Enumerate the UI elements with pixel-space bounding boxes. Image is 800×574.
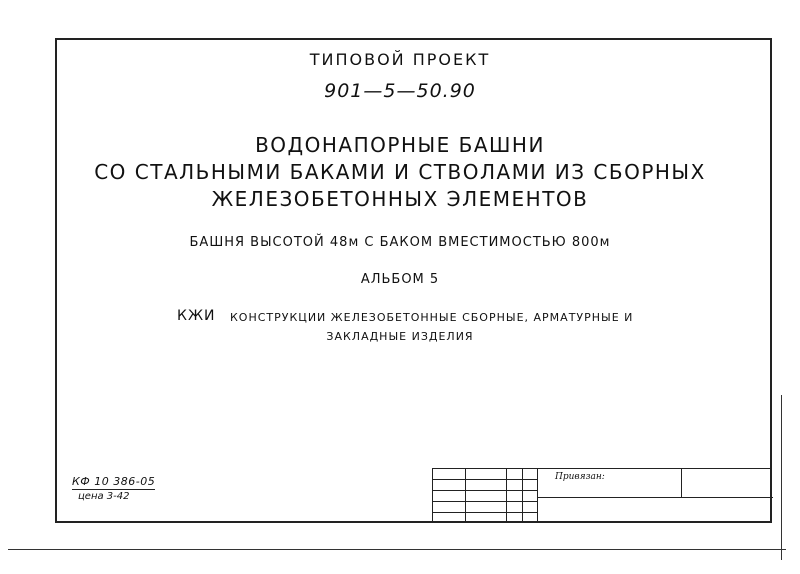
stamp-price: цена 3-42: [78, 491, 130, 502]
title-line-3: ЖЕЛЕЗОБЕТОННЫХ ЭЛЕМЕНТОВ: [211, 187, 589, 211]
table-column-rule: [522, 469, 523, 523]
title-line-1: ВОДОНАПОРНЫЕ БАШНИ: [255, 133, 545, 157]
title-line-2: СО СТАЛЬНЫМИ БАКАМИ И СТВОЛАМИ ИЗ СБОРНЫХ: [94, 160, 706, 184]
tower-description: БАШНЯ ВЫСОТОЙ 48м С БАКОМ ВМЕСТИМОСТЬЮ 800м: [189, 235, 611, 250]
sheet-right-edge-line: [781, 395, 782, 560]
section-code: КЖИ: [177, 308, 216, 324]
table-column-rule: [465, 469, 466, 523]
project-code: 901—5—50.90: [324, 80, 476, 102]
title-block-table: [432, 468, 772, 522]
album-number: АЛЬБОМ 5: [360, 272, 440, 287]
section-description-line-1: КОНСТРУКЦИИ ЖЕЛЕЗОБЕТОННЫЕ СБОРНЫЕ, АРМАТУРНЫЕ И: [230, 311, 634, 324]
project-type: ТИПОВОЙ ПРОЕКТ: [309, 50, 491, 69]
table-column-rule: [681, 469, 682, 498]
sheet-bottom-line: [8, 549, 786, 550]
table-column-rule: [506, 469, 507, 523]
table-rule: [537, 497, 773, 498]
section-description-line-2: ЗАКЛАДНЫЕ ИЗДЕЛИЯ: [326, 330, 474, 343]
stamp-code: КФ 10 386-05: [72, 475, 156, 488]
attached-label: Привязан:: [555, 472, 605, 482]
table-column-rule: [537, 469, 538, 523]
